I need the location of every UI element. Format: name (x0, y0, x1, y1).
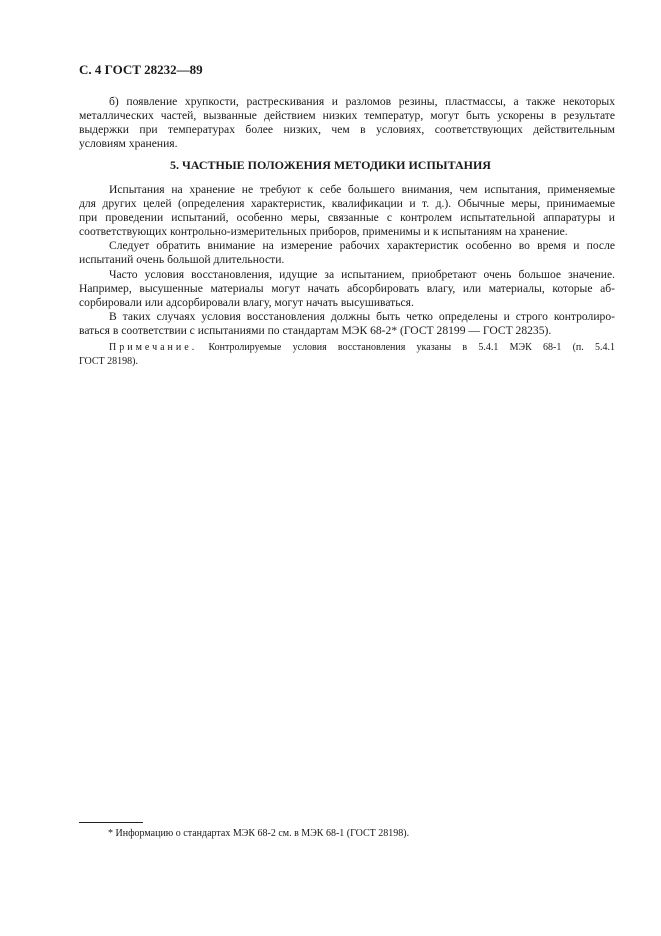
text-line: Следует обратить внимание на измерение рабочих характеристик особенно во время и после (109, 239, 615, 253)
text-line: испытаний очень большой длительности. (79, 253, 285, 267)
note-line: ГОСТ 28198). (79, 356, 138, 367)
text-line: Например, высушенные материалы могут начать абсорбировать влагу, или материалы, которые аб- (79, 281, 615, 295)
text-line: Испытания на хранение не требуют к себе большего внимания, чем испытания, применяемые (109, 183, 615, 196)
text-line: условиям хранения. (79, 137, 178, 151)
footnote-divider (79, 822, 143, 823)
note-text: Контролируемые условия восстановления указаны в 5.4.1 МЭК 68-1 (п. 5.4.1 (208, 342, 616, 353)
text-line: сорбировали или адсорбировали влагу, могут начать высушиваться. (79, 295, 414, 309)
note-label: Примечание. (109, 342, 198, 353)
text-line: ваться в соответствии с испытаниями по стандартам МЭК 68-2* (ГОСТ 28199 — ГОСТ 28235). (79, 323, 552, 337)
paragraph-b (79, 95, 615, 151)
section-body (79, 183, 615, 338)
text-line: при проведении испытаний, особенно меры, связанные с контролем испытательной аппаратуры и (79, 211, 615, 225)
text-line: соответствующих контрольно-измерительных приборов, применимы и к испытаниям на хранение. (79, 225, 568, 239)
text-line: б) появление хрупкости, растрескивания и разломов резины, пластмассы, а также некоторых (109, 95, 615, 108)
section-title: 5. ЧАСТНЫЕ ПОЛОЖЕНИЯ МЕТОДИКИ ИСПЫТАНИЯ (170, 158, 491, 172)
note-line (79, 341, 615, 355)
text-line: для других целей (определения характеристик, квалификации и т. д.). Обычные меры, принимаемые (79, 197, 615, 211)
note (79, 341, 615, 369)
text-line: Часто условия восстановления, идущие за испытанием, приобретают очень большое значение. (109, 267, 615, 281)
page-header: С. 4 ГОСТ 28232—89 (79, 62, 203, 77)
footnote: * Информацию о стандартах МЭК 68-2 см. в МЭК 68-1 (ГОСТ 28198). (108, 828, 410, 839)
text-line: металлических частей, вызванные действием низких температур, могут быть ускорены в результате (79, 109, 615, 123)
text-line: В таких случаях условия восстановления должны быть четко определены и строго контролиро- (109, 309, 615, 323)
text-line: выдержки при температурах более низких, чем в условиях, соответствующих действительным (79, 123, 615, 137)
